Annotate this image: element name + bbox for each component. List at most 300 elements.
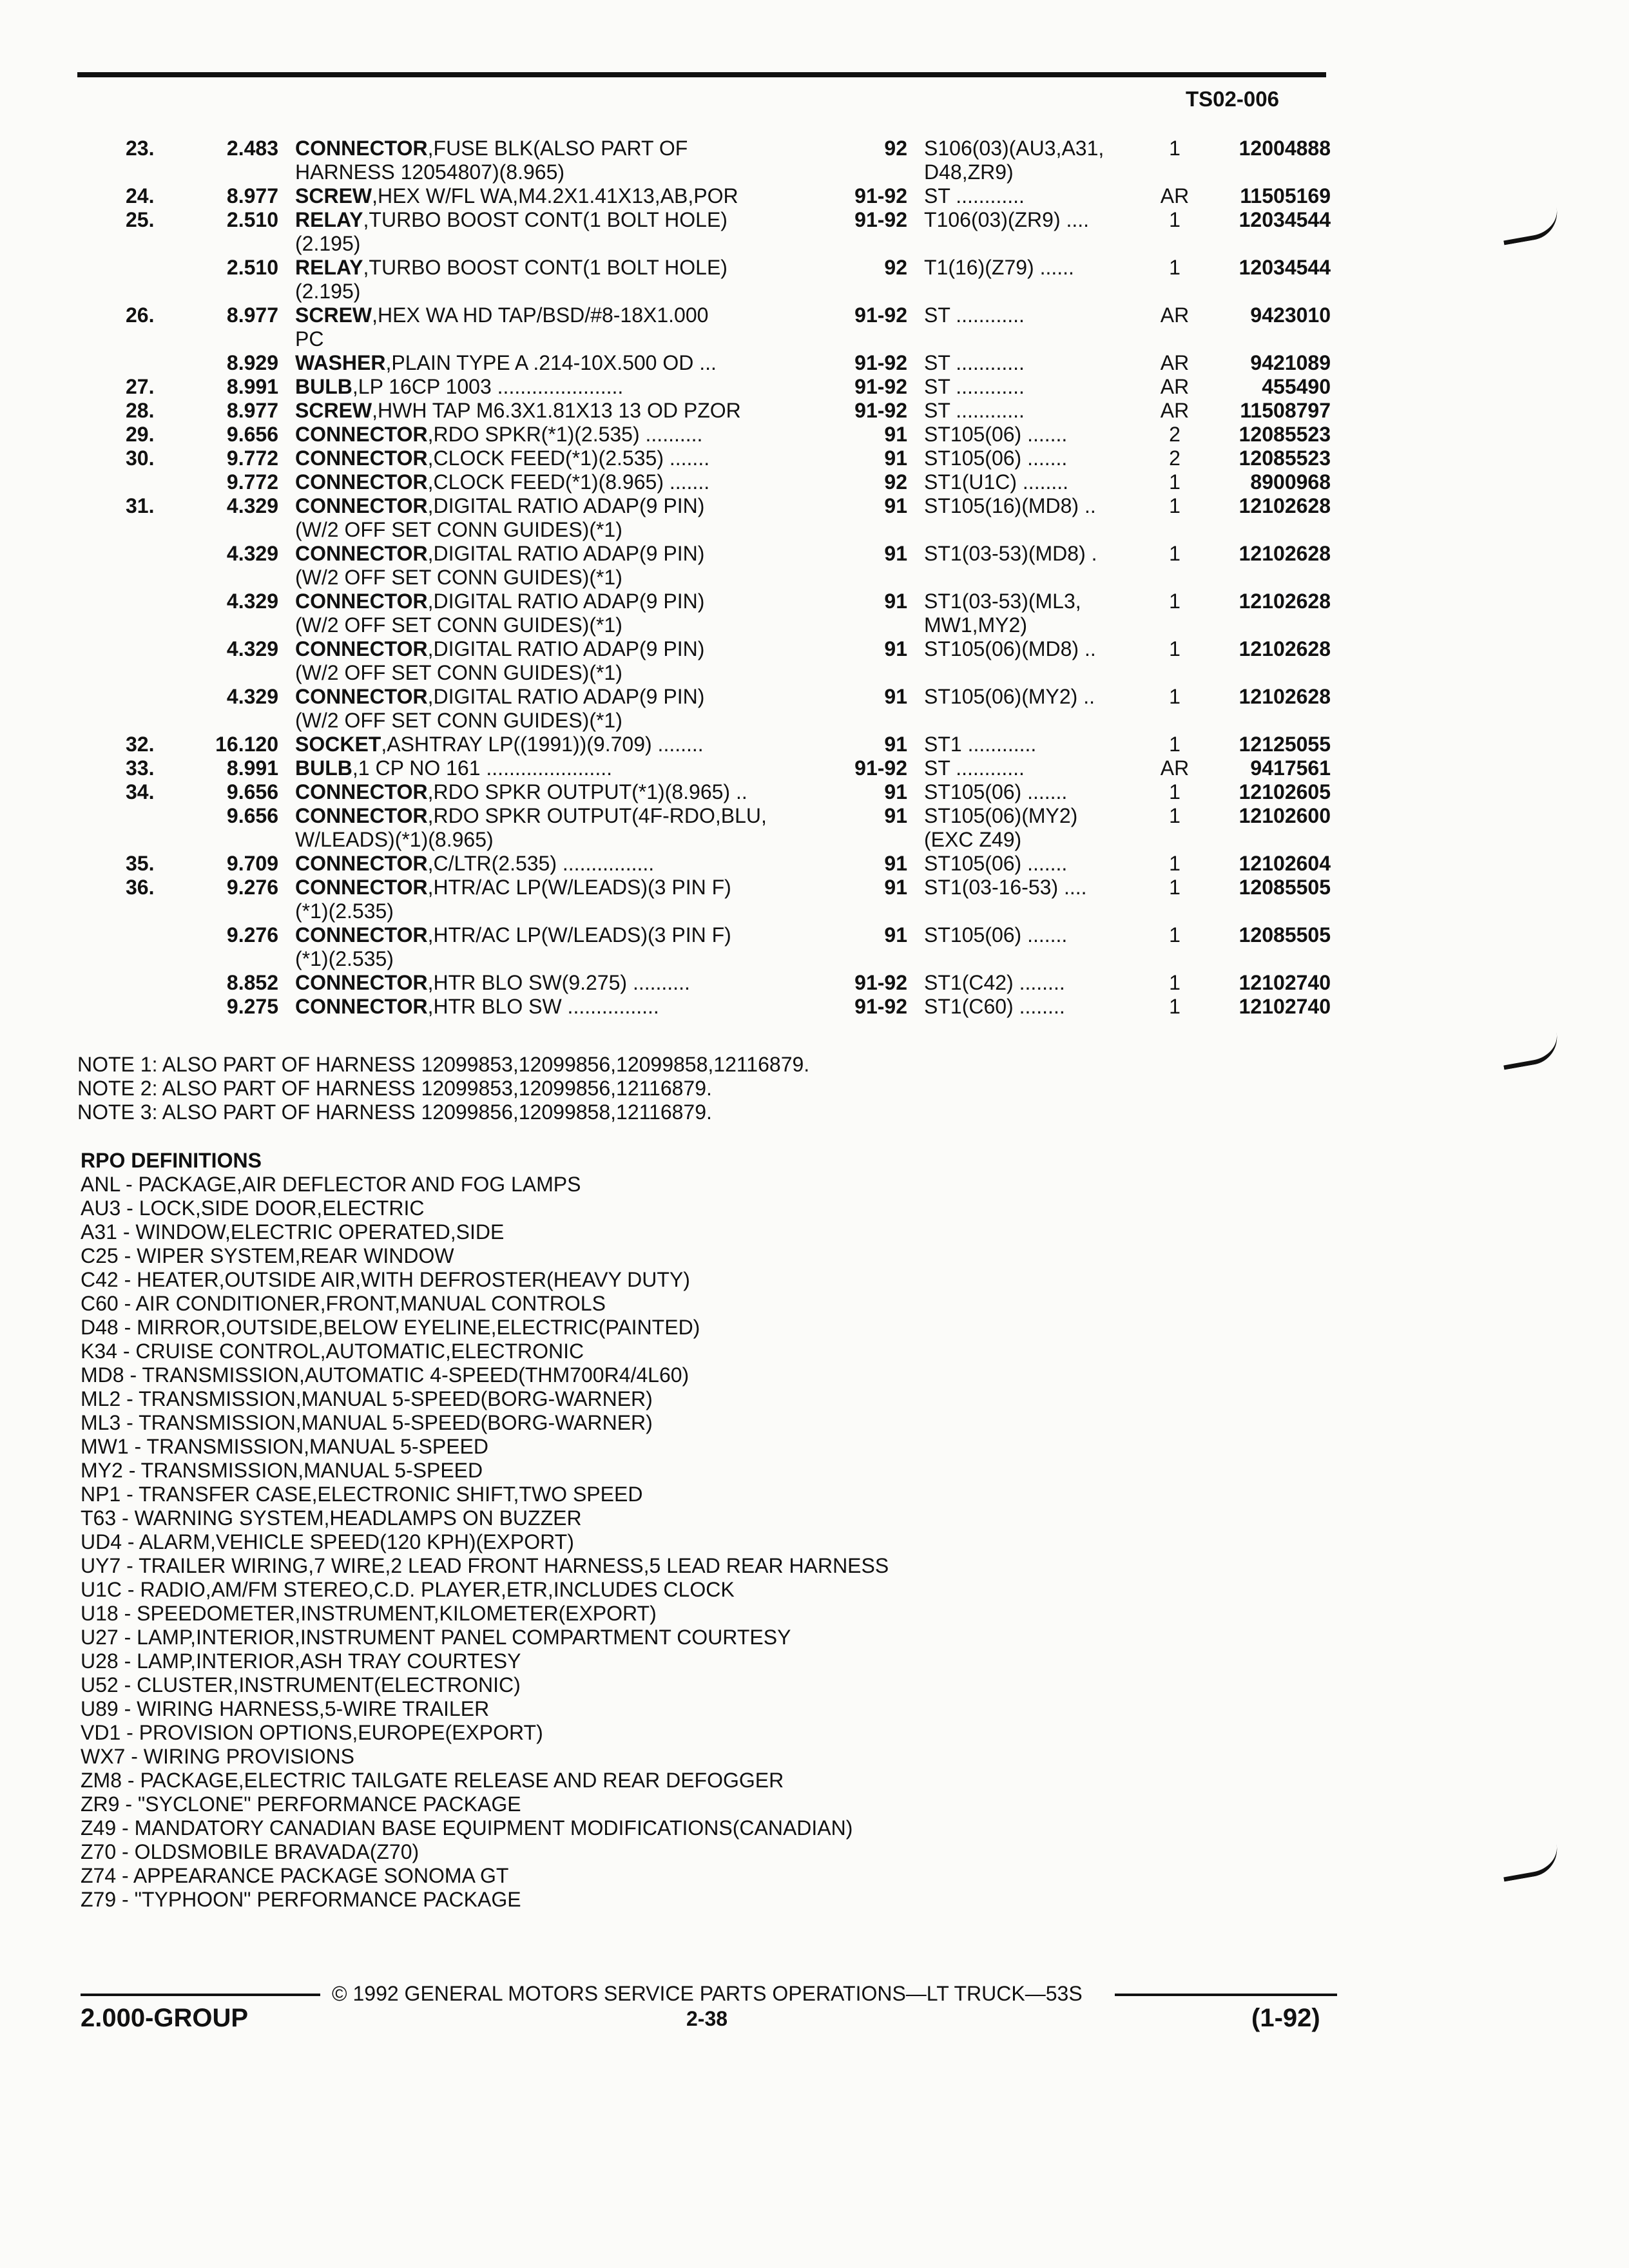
usage-line: ST1 ............ xyxy=(924,733,1037,756)
part-name: CONNECTOR xyxy=(295,804,428,827)
parts-row xyxy=(0,756,1629,780)
part-number: 12034544 xyxy=(1239,208,1331,231)
rpo-entry: U27 - LAMP,INTERIOR,INSTRUMENT PANEL COMPARTMENT COURTESY xyxy=(81,1626,791,1649)
quantity: 1 xyxy=(1169,637,1181,660)
model-year: 91-92 xyxy=(854,303,907,327)
figure-ref: 9.772 xyxy=(226,447,278,470)
parts-list xyxy=(0,137,1629,1019)
description-line: (2.195) xyxy=(295,232,361,255)
figure-ref: 9.656 xyxy=(226,423,278,446)
parts-row xyxy=(0,208,1629,256)
description-line: W/LEADS)(*1)(8.965) xyxy=(295,828,494,851)
description-line: (W/2 OFF SET CONN GUIDES)(*1) xyxy=(295,566,622,589)
figure-ref: 4.329 xyxy=(226,590,278,613)
part-description xyxy=(295,995,659,1019)
parts-row xyxy=(0,971,1629,995)
description-line xyxy=(295,208,728,232)
part-description xyxy=(295,756,612,780)
description-line xyxy=(295,447,709,470)
part-name: SCREW xyxy=(295,399,372,422)
figure-ref: 16.120 xyxy=(215,733,278,756)
usage-line: T106(03)(ZR9) .... xyxy=(924,208,1090,231)
usage-line: ST1(03-53)(MD8) . xyxy=(924,542,1097,565)
part-number: 9421089 xyxy=(1250,351,1331,374)
rpo-entry: Z79 - "TYPHOON" PERFORMANCE PACKAGE xyxy=(81,1888,521,1911)
part-number: 12102628 xyxy=(1239,685,1331,708)
part-number: 12102605 xyxy=(1239,780,1331,803)
rpo-entry: D48 - MIRROR,OUTSIDE,BELOW EYELINE,ELECTRIC(PAINTED) xyxy=(81,1316,700,1339)
part-detail: ,RDO SPKR(*1)(2.535) .......... xyxy=(427,423,703,446)
rpo-entry: NP1 - TRANSFER CASE,ELECTRONIC SHIFT,TWO SPEED xyxy=(81,1483,643,1506)
rpo-entry: C42 - HEATER,OUTSIDE AIR,WITH DEFROSTER(HEAVY DUTY) xyxy=(81,1268,690,1291)
item-number: 35. xyxy=(126,852,155,875)
rpo-entry: WX7 - WIRING PROVISIONS xyxy=(81,1745,354,1768)
description-line xyxy=(295,303,708,327)
usage-line: ST1(C60) ........ xyxy=(924,995,1065,1018)
usage-line: S106(03)(AU3,A31, xyxy=(924,137,1104,160)
part-detail: ,HTR/AC LP(W/LEADS)(3 PIN F) xyxy=(427,923,731,947)
description-line: HARNESS 12054807)(8.965) xyxy=(295,160,565,184)
item-number: 34. xyxy=(126,780,155,803)
parts-row xyxy=(0,637,1629,685)
part-number: 12102628 xyxy=(1239,637,1331,660)
rpo-entry: T63 - WARNING SYSTEM,HEADLAMPS ON BUZZER xyxy=(81,1506,582,1530)
rpo-entry: U52 - CLUSTER,INSTRUMENT(ELECTRONIC) xyxy=(81,1673,521,1696)
usage-code xyxy=(924,470,1068,494)
usage-code xyxy=(924,590,1081,637)
model-year: 91-92 xyxy=(854,399,907,422)
part-name: CONNECTOR xyxy=(295,637,428,660)
quantity: 1 xyxy=(1169,804,1181,827)
model-year: 91 xyxy=(884,733,907,756)
usage-code xyxy=(924,494,1096,518)
usage-line: ST105(16)(MD8) .. xyxy=(924,494,1096,517)
part-name: CONNECTOR xyxy=(295,423,428,446)
usage-code xyxy=(924,184,1025,208)
part-description xyxy=(295,494,704,542)
item-number: 26. xyxy=(126,303,155,327)
part-description xyxy=(295,685,704,733)
quantity: AR xyxy=(1160,375,1190,398)
description-line: (W/2 OFF SET CONN GUIDES)(*1) xyxy=(295,661,622,684)
part-name: CONNECTOR xyxy=(295,923,428,947)
part-detail: ,HWH TAP M6.3X1.81X13 13 OD PZOR xyxy=(372,399,741,422)
part-description xyxy=(295,637,704,685)
part-description xyxy=(295,470,709,494)
rpo-entry: MD8 - TRANSMISSION,AUTOMATIC 4-SPEED(THM700R4/4L60) xyxy=(81,1363,689,1387)
part-number: 12004888 xyxy=(1239,137,1331,160)
rpo-title: RPO DEFINITIONS xyxy=(81,1149,262,1172)
figure-ref: 8.977 xyxy=(226,399,278,422)
rpo-entry: AU3 - LOCK,SIDE DOOR,ELECTRIC xyxy=(81,1196,425,1220)
figure-ref: 2.483 xyxy=(226,137,278,160)
part-name: CONNECTOR xyxy=(295,995,428,1018)
rpo-entry: U18 - SPEEDOMETER,INSTRUMENT,KILOMETER(EXPORT) xyxy=(81,1602,657,1625)
description-line xyxy=(295,399,741,423)
part-detail: ,FUSE BLK(ALSO PART OF xyxy=(427,137,688,160)
usage-code xyxy=(924,303,1025,327)
part-name: CONNECTOR xyxy=(295,447,428,470)
model-year: 91 xyxy=(884,923,907,947)
rpo-list xyxy=(81,1173,889,1912)
rpo-entry: UY7 - TRAILER WIRING,7 WIRE,2 LEAD FRONT HARNESS,5 LEAD REAR HARNESS xyxy=(81,1554,889,1577)
item-number: 32. xyxy=(126,733,155,756)
item-number: 30. xyxy=(126,447,155,470)
figure-ref: 9.275 xyxy=(226,995,278,1018)
quantity: 1 xyxy=(1169,733,1181,756)
description-line xyxy=(295,733,704,756)
usage-code xyxy=(924,447,1067,470)
description-line: (*1)(2.535) xyxy=(295,947,394,970)
description-line: (W/2 OFF SET CONN GUIDES)(*1) xyxy=(295,518,622,541)
quantity: 1 xyxy=(1169,542,1181,565)
usage-code xyxy=(924,756,1025,780)
part-name: CONNECTOR xyxy=(295,494,428,517)
part-number: 12102600 xyxy=(1239,804,1331,827)
quantity: 1 xyxy=(1169,256,1181,279)
model-year: 91-92 xyxy=(854,971,907,994)
part-detail: ,CLOCK FEED(*1)(8.965) ....... xyxy=(427,470,710,494)
rpo-entry: C60 - AIR CONDITIONER,FRONT,MANUAL CONTROLS xyxy=(81,1292,606,1315)
usage-code xyxy=(924,876,1087,899)
quantity: AR xyxy=(1160,184,1190,207)
usage-code xyxy=(924,375,1025,399)
usage-line: ST105(06) ....... xyxy=(924,852,1068,875)
part-description xyxy=(295,423,702,447)
figure-ref: 9.276 xyxy=(226,923,278,947)
rpo-entry: MW1 - TRANSMISSION,MANUAL 5-SPEED xyxy=(81,1435,488,1458)
part-detail: ,CLOCK FEED(*1)(2.535) ....... xyxy=(427,447,710,470)
part-description xyxy=(295,137,688,184)
usage-code xyxy=(924,137,1104,184)
usage-code xyxy=(924,637,1096,661)
usage-line: D48,ZR9) xyxy=(924,160,1014,184)
quantity: 1 xyxy=(1169,208,1181,231)
usage-line: ST105(06)(MY2) .. xyxy=(924,685,1095,708)
usage-line: (EXC Z49) xyxy=(924,828,1022,851)
figure-ref: 9.656 xyxy=(226,780,278,803)
figure-ref: 8.991 xyxy=(226,756,278,780)
parts-row xyxy=(0,923,1629,971)
part-description xyxy=(295,590,704,637)
rpo-entry: A31 - WINDOW,ELECTRIC OPERATED,SIDE xyxy=(81,1220,505,1244)
binder-hole-mark xyxy=(1499,1033,1561,1070)
part-number: 11508797 xyxy=(1240,399,1331,422)
model-year: 91-92 xyxy=(854,995,907,1018)
part-detail: ,DIGITAL RATIO ADAP(9 PIN) xyxy=(427,637,705,660)
usage-code xyxy=(924,804,1077,852)
part-description xyxy=(295,804,767,852)
model-year: 92 xyxy=(884,256,907,279)
rpo-entry: K34 - CRUISE CONTROL,AUTOMATIC,ELECTRONIC xyxy=(81,1340,584,1363)
quantity: AR xyxy=(1160,303,1190,327)
part-number: 9417561 xyxy=(1250,756,1331,780)
rpo-entry: MY2 - TRANSMISSION,MANUAL 5-SPEED xyxy=(81,1459,483,1482)
figure-ref: 8.929 xyxy=(226,351,278,374)
description-line xyxy=(295,756,612,780)
description-line xyxy=(295,256,728,280)
quantity: 1 xyxy=(1169,470,1181,494)
part-detail: ,PLAIN TYPE A .214-10X.500 OD ... xyxy=(385,351,717,374)
item-number: 33. xyxy=(126,756,155,780)
part-name: CONNECTOR xyxy=(295,780,428,803)
rpo-entry: VD1 - PROVISION OPTIONS,EUROPE(EXPORT) xyxy=(81,1721,543,1744)
rpo-entry: Z49 - MANDATORY CANADIAN BASE EQUIPMENT MODIFICATIONS(CANADIAN) xyxy=(81,1816,853,1840)
part-number: 12102628 xyxy=(1239,494,1331,517)
quantity: 1 xyxy=(1169,685,1181,708)
parts-row xyxy=(0,470,1629,494)
doc-code: TS02-006 xyxy=(1186,87,1279,111)
parts-row xyxy=(0,590,1629,637)
model-year: 91 xyxy=(884,685,907,708)
part-description xyxy=(295,351,717,375)
figure-ref: 4.329 xyxy=(226,494,278,517)
part-detail: ,HEX WA HD TAP/BSD/#8-18X1.000 xyxy=(372,303,709,327)
footer-rule-left xyxy=(81,1994,320,1996)
model-year: 92 xyxy=(884,137,907,160)
parts-row xyxy=(0,685,1629,733)
quantity: 1 xyxy=(1169,971,1181,994)
description-line xyxy=(295,470,709,494)
quantity: 1 xyxy=(1169,137,1181,160)
part-description xyxy=(295,184,738,208)
model-year: 91-92 xyxy=(854,375,907,398)
usage-line: ST105(06) ....... xyxy=(924,423,1068,446)
usage-code xyxy=(924,208,1089,232)
figure-ref: 9.276 xyxy=(226,876,278,899)
parts-row xyxy=(0,494,1629,542)
part-number: 12085523 xyxy=(1239,447,1331,470)
description-line xyxy=(295,780,747,804)
description-line: (*1)(2.535) xyxy=(295,899,394,923)
part-detail: ,RDO SPKR OUTPUT(*1)(8.965) .. xyxy=(427,780,747,803)
description-line xyxy=(295,876,731,899)
description-line xyxy=(295,494,704,518)
part-number: 12102740 xyxy=(1239,971,1331,994)
description-line xyxy=(295,971,690,995)
part-number: 12125055 xyxy=(1239,733,1331,756)
parts-row xyxy=(0,542,1629,590)
description-line xyxy=(295,804,767,828)
parts-row xyxy=(0,780,1629,804)
part-number: 12085505 xyxy=(1239,923,1331,947)
description-line xyxy=(295,590,704,613)
rpo-entry: ML2 - TRANSMISSION,MANUAL 5-SPEED(BORG-WARNER) xyxy=(81,1387,653,1410)
part-number: 12102628 xyxy=(1239,542,1331,565)
model-year: 91 xyxy=(884,590,907,613)
part-description xyxy=(295,876,731,923)
part-name: RELAY xyxy=(295,256,363,279)
description-line xyxy=(295,923,731,947)
parts-row xyxy=(0,137,1629,184)
parts-row xyxy=(0,375,1629,399)
part-number: 12085505 xyxy=(1239,876,1331,899)
part-detail: ,HTR/AC LP(W/LEADS)(3 PIN F) xyxy=(427,876,731,899)
usage-code xyxy=(924,971,1065,995)
item-number: 28. xyxy=(126,399,155,422)
part-description xyxy=(295,208,728,256)
part-name: CONNECTOR xyxy=(295,470,428,494)
rpo-entry: U1C - RADIO,AM/FM STEREO,C.D. PLAYER,ETR,INCLUDES CLOCK xyxy=(81,1578,735,1601)
usage-code xyxy=(924,399,1025,423)
part-name: CONNECTOR xyxy=(295,137,428,160)
part-detail: ,C/LTR(2.535) ................ xyxy=(427,852,655,875)
rpo-entry: ZR9 - "SYCLONE" PERFORMANCE PACKAGE xyxy=(81,1792,521,1816)
parts-row xyxy=(0,733,1629,756)
footer-group: 2.000-GROUP xyxy=(81,2004,249,2032)
parts-row xyxy=(0,351,1629,375)
footer-rule-right xyxy=(1115,1994,1337,1996)
footer-date: (1-92) xyxy=(1251,2004,1320,2032)
usage-code xyxy=(924,256,1074,280)
part-number: 12085523 xyxy=(1239,423,1331,446)
item-number: 24. xyxy=(126,184,155,207)
usage-line: ST105(06) ....... xyxy=(924,447,1068,470)
figure-ref: 8.977 xyxy=(226,184,278,207)
description-line xyxy=(295,852,654,876)
rpo-entry: ZM8 - PACKAGE,ELECTRIC TAILGATE RELEASE AND REAR DEFOGGER xyxy=(81,1769,784,1792)
part-detail: ,RDO SPKR OUTPUT(4F-RDO,BLU, xyxy=(427,804,767,827)
part-detail: ,DIGITAL RATIO ADAP(9 PIN) xyxy=(427,685,705,708)
footer-copyright: © 1992 GENERAL MOTORS SERVICE PARTS OPERATIONS—LT TRUCK—53S xyxy=(332,1982,1083,2005)
usage-code xyxy=(924,733,1036,756)
part-detail: ,DIGITAL RATIO ADAP(9 PIN) xyxy=(427,542,705,565)
figure-ref: 9.709 xyxy=(226,852,278,875)
part-number: 455490 xyxy=(1262,375,1331,398)
item-number: 29. xyxy=(126,423,155,446)
part-description xyxy=(295,542,704,590)
part-description xyxy=(295,375,623,399)
figure-ref: 4.329 xyxy=(226,685,278,708)
part-name: CONNECTOR xyxy=(295,685,428,708)
usage-line: ST ............ xyxy=(924,184,1025,207)
part-description xyxy=(295,780,747,804)
description-line: (W/2 OFF SET CONN GUIDES)(*1) xyxy=(295,613,622,637)
rpo-entry: UD4 - ALARM,VEHICLE SPEED(120 KPH)(EXPORT) xyxy=(81,1530,574,1553)
usage-line: ST ............ xyxy=(924,756,1025,780)
usage-line: ST105(06)(MD8) .. xyxy=(924,637,1096,660)
part-name: CONNECTOR xyxy=(295,971,428,994)
part-name: SOCKET xyxy=(295,733,381,756)
parts-row xyxy=(0,876,1629,923)
parts-row xyxy=(0,399,1629,423)
model-year: 91-92 xyxy=(854,208,907,231)
usage-code xyxy=(924,685,1095,709)
figure-ref: 8.977 xyxy=(226,303,278,327)
parts-row xyxy=(0,423,1629,447)
part-detail: ,HEX W/FL WA,M4.2X1.41X13,AB,POR xyxy=(372,184,738,207)
usage-code xyxy=(924,995,1065,1019)
description-line xyxy=(295,184,738,208)
figure-ref: 2.510 xyxy=(226,256,278,279)
figure-ref: 8.991 xyxy=(226,375,278,398)
part-name: SCREW xyxy=(295,303,372,327)
rpo-entry: U28 - LAMP,INTERIOR,ASH TRAY COURTESY xyxy=(81,1649,521,1673)
parts-row xyxy=(0,995,1629,1019)
part-description xyxy=(295,256,728,303)
quantity: 2 xyxy=(1169,447,1181,470)
model-year: 91-92 xyxy=(854,184,907,207)
model-year: 91 xyxy=(884,637,907,660)
quantity: 2 xyxy=(1169,423,1181,446)
item-number: 27. xyxy=(126,375,155,398)
model-year: 92 xyxy=(884,470,907,494)
figure-ref: 4.329 xyxy=(226,542,278,565)
description-line: PC xyxy=(295,327,324,351)
usage-code xyxy=(924,852,1067,876)
item-number: 31. xyxy=(126,494,155,517)
parts-row xyxy=(0,852,1629,876)
usage-line: ST1(U1C) ........ xyxy=(924,470,1069,494)
part-name: BULB xyxy=(295,756,352,780)
parts-row xyxy=(0,447,1629,470)
description-line xyxy=(295,637,704,661)
part-name: CONNECTOR xyxy=(295,590,428,613)
part-detail: ,TURBO BOOST CONT(1 BOLT HOLE) xyxy=(363,208,728,231)
part-number: 11505169 xyxy=(1240,184,1331,207)
description-line xyxy=(295,542,704,566)
usage-line: ST ............ xyxy=(924,375,1025,398)
quantity: AR xyxy=(1160,756,1190,780)
quantity: 1 xyxy=(1169,494,1181,517)
rpo-entry: ML3 - TRANSMISSION,MANUAL 5-SPEED(BORG-WARNER) xyxy=(81,1411,653,1434)
part-detail: ,LP 16CP 1003 ...................... xyxy=(352,375,624,398)
item-number: 23. xyxy=(126,137,155,160)
parts-row xyxy=(0,303,1629,351)
description-line xyxy=(295,375,623,399)
item-number: 25. xyxy=(126,208,155,231)
usage-code xyxy=(924,923,1067,947)
note-line: NOTE 2: ALSO PART OF HARNESS 12099853,12099856,12116879. xyxy=(77,1077,712,1100)
usage-code xyxy=(924,780,1067,804)
part-name: WASHER xyxy=(295,351,386,374)
model-year: 91 xyxy=(884,542,907,565)
quantity: 1 xyxy=(1169,995,1181,1018)
part-number: 8900968 xyxy=(1250,470,1331,494)
model-year: 91 xyxy=(884,876,907,899)
parts-row xyxy=(0,184,1629,208)
quantity: AR xyxy=(1160,399,1190,422)
model-year: 91 xyxy=(884,804,907,827)
parts-row xyxy=(0,804,1629,852)
part-description xyxy=(295,447,709,470)
quantity: 1 xyxy=(1169,923,1181,947)
note-line: NOTE 1: ALSO PART OF HARNESS 12099853,12099856,12099858,12116879. xyxy=(77,1053,810,1076)
usage-line: ST ............ xyxy=(924,351,1025,374)
part-description xyxy=(295,303,708,351)
part-description xyxy=(295,923,731,971)
usage-line: ST105(06) ....... xyxy=(924,780,1068,803)
part-name: SCREW xyxy=(295,184,372,207)
model-year: 91-92 xyxy=(854,351,907,374)
description-line xyxy=(295,423,702,447)
usage-line: ST ............ xyxy=(924,303,1025,327)
part-name: CONNECTOR xyxy=(295,876,428,899)
part-description xyxy=(295,399,741,423)
figure-ref: 4.329 xyxy=(226,637,278,660)
model-year: 91 xyxy=(884,423,907,446)
usage-line: T1(16)(Z79) ...... xyxy=(924,256,1074,279)
usage-code xyxy=(924,423,1067,447)
model-year: 91 xyxy=(884,494,907,517)
usage-line: ST1(C42) ........ xyxy=(924,971,1065,994)
usage-line: MW1,MY2) xyxy=(924,613,1027,637)
description-line xyxy=(295,685,704,709)
part-detail: ,DIGITAL RATIO ADAP(9 PIN) xyxy=(427,494,705,517)
part-detail: ,1 CP NO 161 ...................... xyxy=(352,756,612,780)
part-name: CONNECTOR xyxy=(295,852,428,875)
part-detail: ,HTR BLO SW(9.275) .......... xyxy=(427,971,690,994)
